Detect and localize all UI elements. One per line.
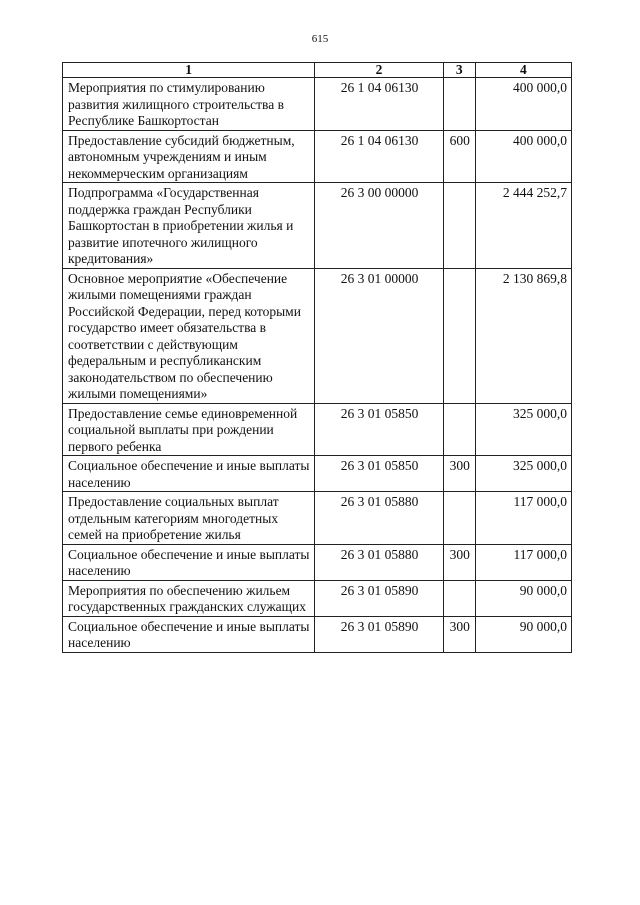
row-type: 300 [443,616,475,652]
row-amount: 400 000,0 [475,130,571,183]
row-type [443,492,475,545]
table-row [63,456,572,492]
table-row [63,616,572,652]
header-col-1: 1 [63,63,315,78]
row-type: 600 [443,130,475,183]
row-type [443,268,475,403]
row-amount: 325 000,0 [475,456,571,492]
table-row [63,580,572,616]
row-name: Мероприятия по обеспечению жильем государственных гражданских служащих [63,580,315,616]
row-type [443,183,475,269]
row-name: Мероприятия по стимулированию развития жилищного строительства в Республике Башкортостан [63,78,315,131]
page-number: 615 [311,33,329,45]
row-name: Социальное обеспечение и иные выплаты населению [63,544,315,580]
row-type [443,580,475,616]
table-header-row [63,63,572,78]
row-code: 26 3 01 00000 [315,268,443,403]
row-name: Предоставление субсидий бюджетным, автономным учреждениям и иным некоммерческим организациям [63,130,315,183]
row-code: 26 3 01 05890 [315,616,443,652]
table-row [63,78,572,131]
row-name: Основное мероприятие «Обеспечение жилыми помещениями граждан Российской Федерации, перед которыми государство имеет обязательства в соответствии с действующим федеральным и республиканским законодательством по обеспечению жилыми помещениями» [63,268,315,403]
table-row [63,130,572,183]
budget-table [62,62,572,653]
row-code: 26 3 01 05850 [315,403,443,456]
row-name: Подпрограмма «Государственная поддержка граждан Республики Башкортостан в приобретении жилья и развитие ипотечного жилищного кредитования» [63,183,315,269]
row-type [443,403,475,456]
row-amount: 117 000,0 [475,544,571,580]
table-row [63,268,572,403]
row-type: 300 [443,544,475,580]
header-col-2: 2 [315,63,443,78]
row-code: 26 3 01 05890 [315,580,443,616]
row-type [443,78,475,131]
row-type: 300 [443,456,475,492]
row-code: 26 1 04 06130 [315,130,443,183]
row-amount: 90 000,0 [475,616,571,652]
row-name: Предоставление семье единовременной социальной выплаты при рождении первого ребенка [63,403,315,456]
row-amount: 117 000,0 [475,492,571,545]
header-col-4: 4 [475,63,571,78]
row-amount: 2 130 869,8 [475,268,571,403]
table-row [63,183,572,269]
table-row [63,492,572,545]
row-code: 26 3 00 00000 [315,183,443,269]
row-amount: 325 000,0 [475,403,571,456]
row-code: 26 3 01 05880 [315,544,443,580]
row-amount: 90 000,0 [475,580,571,616]
row-name: Предоставление социальных выплат отдельным категориям многодетных семей на приобретение жилья [63,492,315,545]
header-col-3: 3 [443,63,475,78]
row-amount: 400 000,0 [475,78,571,131]
row-name: Социальное обеспечение и иные выплаты населению [63,456,315,492]
row-code: 26 1 04 06130 [315,78,443,131]
row-name: Социальное обеспечение и иные выплаты населению [63,616,315,652]
table-row [63,544,572,580]
row-code: 26 3 01 05850 [315,456,443,492]
row-amount: 2 444 252,7 [475,183,571,269]
table-row [63,403,572,456]
row-code: 26 3 01 05880 [315,492,443,545]
